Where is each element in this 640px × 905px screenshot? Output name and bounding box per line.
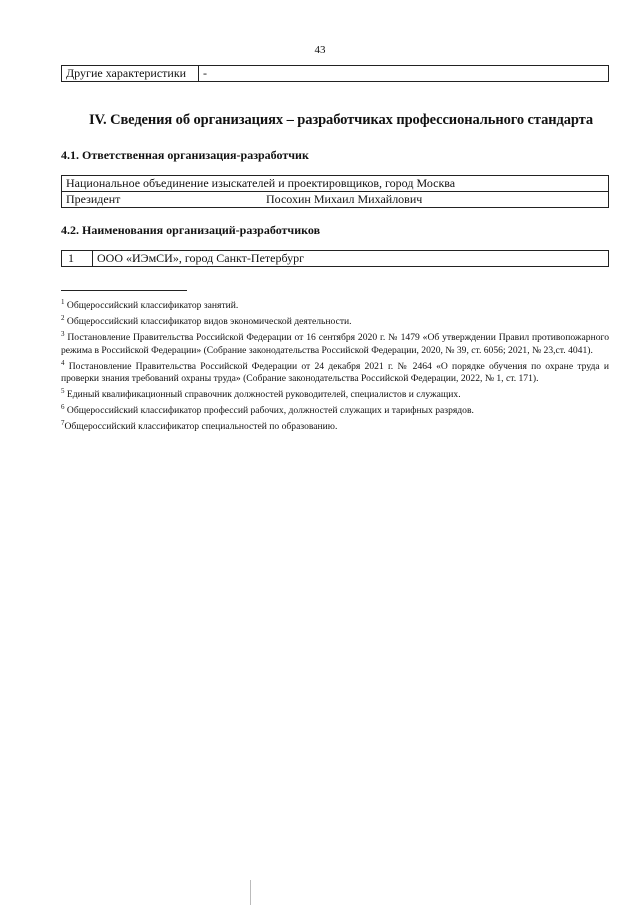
footnote-mark: 2	[61, 314, 65, 323]
other-characteristics-label: Другие характеристики	[62, 66, 199, 82]
footnote-text: Постановление Правительства Российской Федерации от 24 декабря 2021 г. № 2464 «О порядке обучения по охране труда и проверки знания требований охраны труда» (Собрание законодательства Российской Федерации, 2022, № 1, ст. 171).	[61, 360, 609, 384]
footnote	[61, 401, 609, 417]
footnote-text: Общероссийский классификатор специальностей по образованию.	[64, 421, 338, 433]
table-row	[62, 176, 609, 192]
footnote-text: Единый квалификационный справочник должностей руководителей, специалистов и служащих.	[66, 388, 461, 400]
responsible-org-name: Национальное объединение изыскателей и проектировщиков, город Москва	[62, 176, 609, 192]
footnote-mark: 3	[61, 330, 65, 339]
footnote-text: Общероссийский классификатор видов экономической деятельности.	[66, 316, 352, 328]
page-number: 43	[314, 44, 326, 56]
footnote-mark: 5	[61, 386, 65, 395]
developer-orgs-table	[61, 250, 609, 267]
table-row	[62, 251, 609, 267]
footnote	[61, 357, 609, 385]
footnote	[61, 312, 609, 328]
table-row	[62, 66, 609, 82]
responsible-org-position: Президент	[66, 192, 121, 206]
footnote	[61, 417, 609, 433]
footnote-divider	[61, 290, 187, 291]
developer-orgs-heading: 4.2. Наименования организаций-разработчиков	[61, 223, 321, 237]
footnotes	[61, 296, 609, 433]
footnote-mark: 6	[61, 402, 65, 411]
responsible-org-person: Посохин Михаил Михайлович	[266, 192, 423, 206]
footnote-text: Постановление Правительства Российской Федерации от 16 сентября 2020 г. № 1479 «Об утверждении Правил противопожарного режима в Российской Федерации» (Собрание законодательства Российской Федерации, 2020, № 39, ст. 6056; 2021, № 23,ст. 4041).	[61, 332, 609, 356]
footnote	[61, 328, 609, 356]
responsible-org-table	[61, 175, 609, 208]
scan-artifact	[250, 880, 251, 905]
footnote-mark: 1	[61, 298, 65, 306]
developer-org-name: ООО «ИЭмСИ», город Санкт-Петербург	[93, 251, 609, 267]
section-title: IV. Сведения об организациях – разработчиках профессионального стандарта	[88, 112, 594, 128]
table-row	[62, 192, 609, 208]
responsible-org-signatory	[62, 192, 609, 208]
footnote-text: Общероссийский классификатор профессий рабочих, должностей служащих и тарифных разрядов.	[66, 405, 474, 417]
footnote-mark: 7	[61, 419, 65, 428]
responsible-org-heading: 4.1. Ответственная организация-разработчик	[61, 148, 309, 162]
other-characteristics-value: -	[199, 66, 609, 82]
other-characteristics-table	[61, 65, 609, 82]
footnote	[61, 385, 609, 401]
footnote-text: Общероссийский классификатор занятий.	[66, 300, 239, 312]
developer-org-number: 1	[62, 251, 93, 267]
footnote-mark: 4	[61, 358, 65, 367]
footnote	[61, 296, 609, 312]
